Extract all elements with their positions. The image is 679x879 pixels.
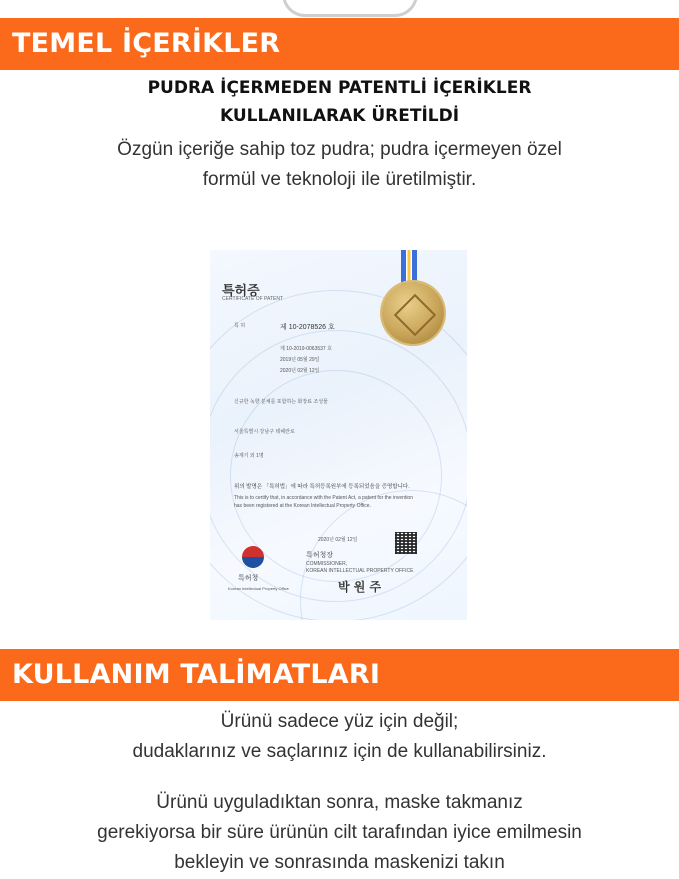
cert-statement-en-2: has been registered at the Korean Intellectual Property Office. [234, 503, 371, 509]
cert-emblem-sub: Korean Intellectual Property Office [228, 586, 289, 591]
ingredients-headline-line2: KULLANILARAK ÜRETİLDİ [219, 106, 460, 126]
cert-app-no: 제 10-2019-0063537 호 [280, 346, 332, 352]
product-hanger [282, 0, 418, 17]
qr-code-icon [395, 532, 417, 554]
ingredients-desc-line2: formül ve teknoloji ile üretilmiştir. [202, 169, 477, 190]
cert-office-en-2: KOREAN INTELLECTUAL PROPERTY OFFICE [306, 568, 414, 574]
cert-title-en: CERTIFICATE OF PATENT [222, 296, 284, 302]
cert-filing-date: 2019년 05월 29일 [280, 357, 320, 363]
usage-p1-line2: dudaklarınız ve saçlarınız için de kullanabilirsiniz. [132, 741, 547, 762]
usage-p1-line1: Ürünü sadece yüz için değil; [220, 711, 459, 732]
cert-office-ko: 특허청장 [306, 552, 334, 559]
cert-owner: 서울특별시 강남구 테헤란로 [234, 429, 295, 435]
cert-invention-name: 신규한 녹향 분체를 포함하는 화장료 조성물 [234, 399, 328, 405]
cert-patent-label: 특 허 [234, 323, 246, 329]
ingredients-banner [0, 18, 679, 70]
gold-seal-icon [382, 282, 444, 344]
patent-certificate [210, 250, 467, 620]
cert-reg-date: 2020년 02월 12일 [280, 368, 320, 374]
cert-statement-en-1: This is to certify that, in accordance with the Patent Act, a patent for the invention [234, 495, 413, 501]
ingredients-headline-line1: PUDRA İÇERMEDEN PATENTLİ İÇERİKLER [147, 78, 532, 98]
ingredients-desc-line1: Özgün içeriğe sahip toz pudra; pudra içermeyen özel [117, 139, 562, 160]
ingredients-title: TEMEL İÇERİKLER [12, 28, 281, 59]
cert-issue-date: 2020년 02월 12일 [318, 537, 358, 543]
usage-title: KULLANIM TALİMATLARI [12, 659, 381, 690]
usage-p2-line1: Ürünü uyguladıktan sonra, maske takmanız [156, 792, 523, 813]
usage-p2-line2: gerekiyorsa bir süre ürünün cilt tarafından iyice emilmesin [97, 822, 582, 843]
cert-inventor: 송재기 외 1명 [234, 453, 264, 459]
kipo-emblem-icon [242, 546, 264, 568]
cert-title-ko: 특허증 [222, 283, 260, 298]
top-edge [0, 0, 679, 18]
cert-statement-ko: 위의 발명은 「특허법」에 따라 특허등록원부에 등록되었음을 증명합니다. [234, 484, 410, 490]
cert-office-en-1: COMMISSIONER, [306, 561, 348, 567]
usage-p2-line3: bekleyin ve sonrasında maskenizi takın [174, 852, 505, 873]
usage-banner [0, 649, 679, 701]
cert-emblem-label: 특허청 [238, 575, 259, 582]
cert-signature: 박 원 주 [338, 580, 382, 594]
cert-patent-no: 제 10-2078526 호 [280, 324, 335, 331]
